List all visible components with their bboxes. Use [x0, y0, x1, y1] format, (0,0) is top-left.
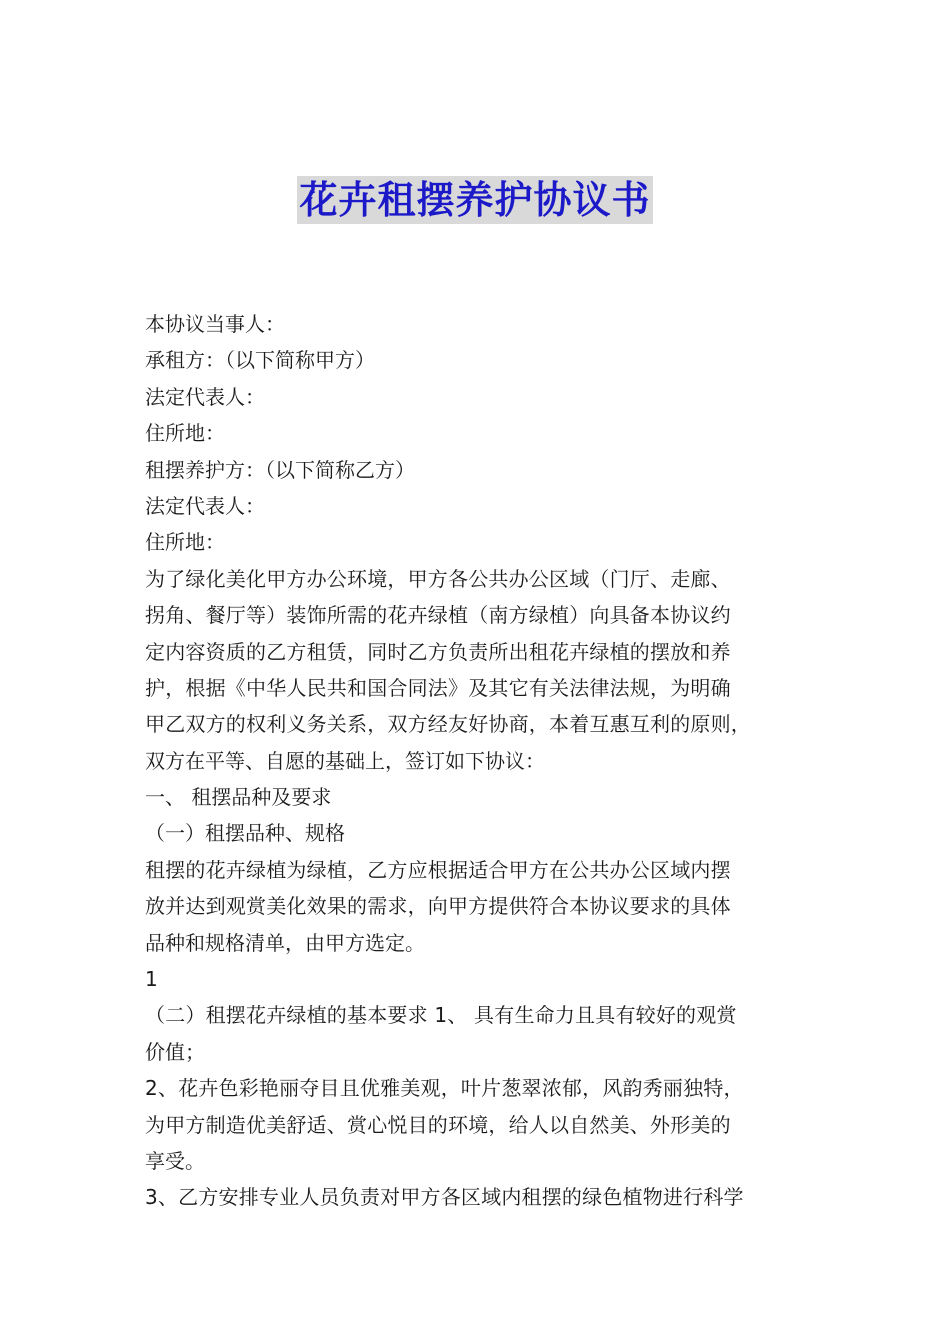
body-line: 住所地： — [145, 530, 225, 555]
document-title: 花卉租摆养护协议书 — [299, 178, 651, 222]
body-line: 放并达到观赏美化效果的需求，向甲方提供符合本协议要求的具体 — [145, 894, 731, 919]
subsection-heading: （一）租摆品种、规格 — [145, 821, 345, 846]
body-line: 拐角、餐厅等）装饰所需的花卉绿植（南方绿植）向具备本协议约 — [145, 603, 731, 628]
body-line: 甲乙双方的权利义务关系，双方经友好协商，本着互惠互利的原则， — [145, 712, 751, 737]
body-line: 租摆养护方：（以下简称乙方） — [145, 457, 415, 482]
body-line: 住所地： — [145, 421, 225, 446]
body-line: 法定代表人： — [145, 384, 265, 409]
body-line: 承租方：（以下简称甲方） — [145, 348, 375, 373]
body-line: 护，根据《中华人民共和国合同法》及其它有关法律法规，为明确 — [145, 675, 731, 700]
body-line: 价值； — [145, 1039, 205, 1064]
document-body — [145, 306, 815, 1216]
body-line: 2、花卉色彩艳丽夺目且优雅美观，叶片葱翠浓郁，风韵秀丽独特， — [145, 1076, 744, 1101]
body-line: 租摆的花卉绿植为绿植，乙方应根据适合甲方在公共办公区域内摆 — [145, 857, 731, 882]
body-line: 享受。 — [145, 1148, 205, 1173]
body-line: 定内容资质的乙方租赁，同时乙方负责所出租花卉绿植的摆放和养 — [145, 639, 731, 664]
title-container — [0, 176, 950, 224]
body-line: 3、乙方安排专业人员负责对甲方各区域内租摆的绿色植物进行科学 — [145, 1185, 744, 1210]
page-number: 1 — [145, 967, 158, 992]
body-line: 为甲方制造优美舒适、赏心悦目的环境，给人以自然美、外形美的 — [145, 1112, 731, 1137]
body-line: 法定代表人： — [145, 493, 265, 518]
body-line: 本协议当事人： — [145, 312, 285, 336]
section-heading: 一、 租摆品种及要求 — [145, 785, 332, 810]
subsection-heading: （二）租摆花卉绿植的基本要求 1、 具有生命力且具有较好的观赏 — [145, 1003, 737, 1028]
body-line: 为了绿化美化甲方办公环境，甲方各公共办公区域（门厅、走廊、 — [145, 566, 731, 591]
body-line: 品种和规格清单，由甲方选定。 — [145, 930, 425, 955]
body-line: 双方在平等、自愿的基础上，签订如下协议： — [145, 748, 545, 773]
